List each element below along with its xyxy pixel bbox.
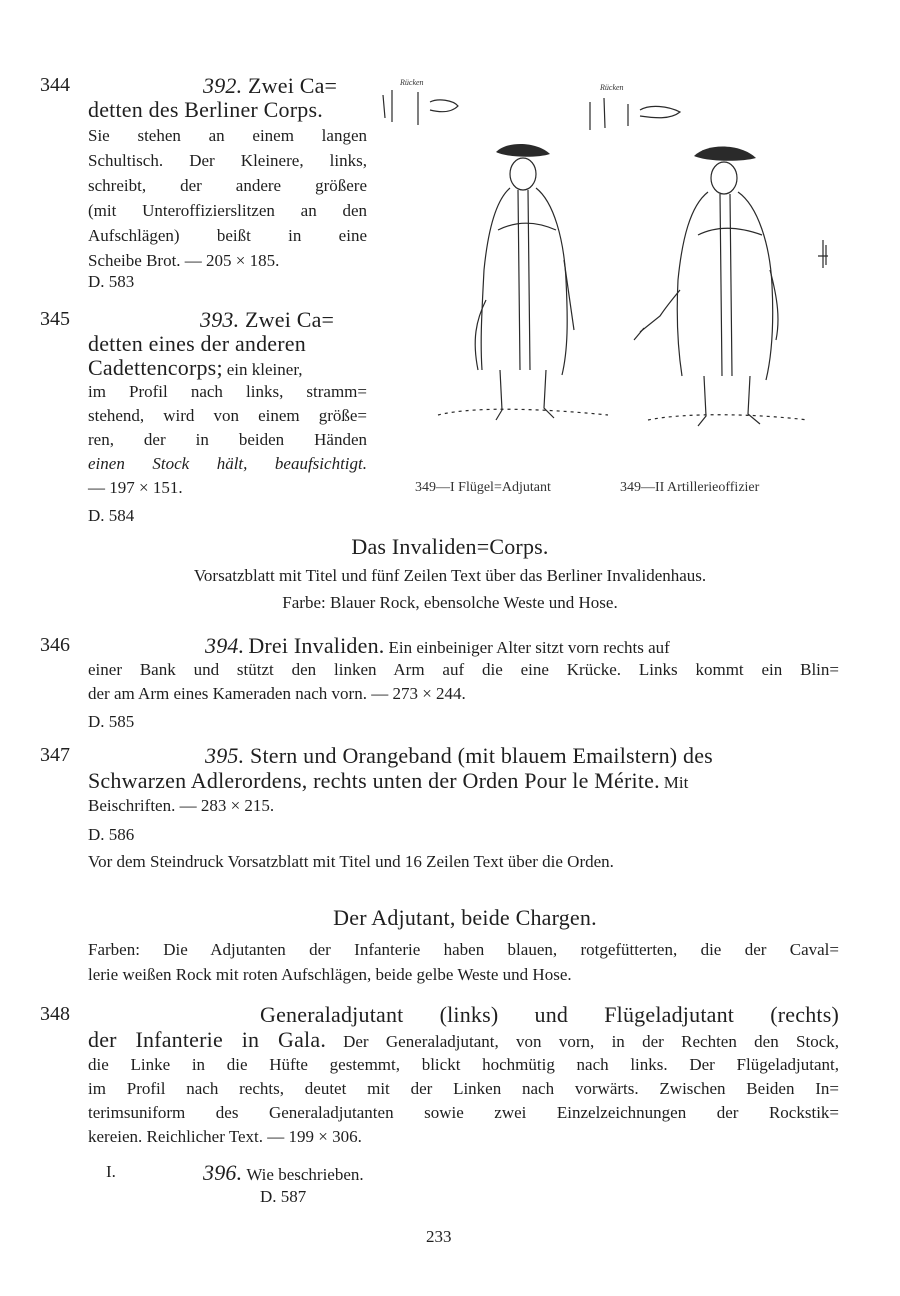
note-right: Rücken <box>600 83 624 92</box>
entry-body <box>88 123 367 273</box>
figure-left-officer <box>438 144 608 420</box>
entry-title <box>205 743 713 769</box>
body-line: im Profil nach rechts, deutet mit der Linken nach vorwärts. Zwischen Beiden In= <box>88 1079 839 1098</box>
entry-body <box>88 380 367 500</box>
entry-note: Vor dem Steindruck Vorsatzblatt mit Titel und 16 Zeilen Text über die Orden. <box>88 852 614 871</box>
body-text: Ein einbeiniger Alter sitzt vorn rechts auf <box>388 638 670 657</box>
title-text: Schwarzen Adlerordens, rechts unten der Orden Pour le Mérite. <box>88 768 660 793</box>
entry-number: 345 <box>40 308 70 330</box>
section-heading: Das Invaliden=Corps. <box>351 534 549 559</box>
title-text: der Infanterie in Gala. <box>88 1027 327 1052</box>
note-left: Rücken <box>400 78 424 87</box>
sub-entry <box>203 1160 364 1186</box>
title-text: Zwei Ca= <box>248 73 338 98</box>
entry-number: 348 <box>40 1003 70 1025</box>
section-text <box>88 937 839 987</box>
catalog-ref: D. 584 <box>88 506 135 525</box>
title-text: Zwei Ca= <box>245 307 335 332</box>
entry-title <box>205 633 839 659</box>
body-line: der am Arm eines Kameraden nach vorn. — 273 × 244. <box>88 684 466 703</box>
entry-title-line2 <box>88 768 688 794</box>
catalog-ref: D. 585 <box>88 712 135 731</box>
body-line: — 197 × 151. <box>88 478 183 497</box>
catalog-ref: D. 587 <box>260 1187 307 1206</box>
entry-title: Generaladjutant (links) und Flügeladjutant (rechts) <box>260 1002 839 1027</box>
catalog-ref: D. 583 <box>88 272 135 291</box>
figure-illustration <box>378 70 828 500</box>
officers-drawing <box>378 70 828 470</box>
section-line: Farbe: Blauer Rock, ebensolche Weste und Hose. <box>282 593 618 612</box>
body-line: schreibt, der andere größere <box>88 176 367 195</box>
section-heading: Der Adjutant, beide Chargen. <box>333 905 597 930</box>
entry-title <box>203 73 337 99</box>
body-line: Scheibe Brot. — 205 × 185. <box>88 251 280 270</box>
caption-left: 349—I Flügel=Adjutant <box>415 480 551 495</box>
body-line: Sie stehen an einem langen <box>88 126 367 145</box>
entry-number: 344 <box>40 74 70 96</box>
body-line: einer Bank und stützt den linken Arm auf die eine Krücke. Links kommt ein Blin= <box>88 660 839 679</box>
entry-title <box>200 307 334 333</box>
title-text: Stern und Orangeband (mit blauem Emailstern) des <box>250 743 713 768</box>
section-line: Vorsatzblatt mit Titel und fünf Zeilen Text über das Berliner Invalidenhaus. <box>193 566 707 585</box>
entry-title-line2: detten eines der anderen <box>88 331 306 356</box>
body-text: ein kleiner, <box>226 360 303 379</box>
figure-right-officer <box>634 146 808 426</box>
body-line: ren, der in beiden Händen <box>88 430 367 449</box>
entry-title-line2 <box>88 1027 839 1053</box>
caption-right: 349—II Artillerieoffizier <box>620 480 760 495</box>
body-line: Beischriften. — 283 × 215. <box>88 796 275 815</box>
catalog-ref: D. 586 <box>88 825 135 844</box>
entry-number: 347 <box>40 744 70 766</box>
body-line: Aufschlägen) beißt in eine <box>88 226 367 245</box>
body-line: stehend, wird von einem größe= <box>88 406 367 425</box>
plate-number: 394. <box>205 633 245 658</box>
sub-number: I. <box>106 1162 116 1181</box>
entry-body <box>88 1053 839 1149</box>
body-line: Schultisch. Der Kleinere, links, <box>88 151 367 170</box>
entry-title-line3 <box>88 355 303 381</box>
plate-number: 396. <box>203 1160 243 1185</box>
entry-title-line2: detten des Berliner Corps. <box>88 97 323 122</box>
sketch-marks-side <box>818 240 828 268</box>
sketch-marks-right <box>590 98 680 130</box>
entry-number: 346 <box>40 634 70 656</box>
section-line: lerie weißen Rock mit roten Aufschlägen, beide gelbe Weste und Hose. <box>88 965 572 984</box>
body-line: (mit Unteroffizierslitzen an den <box>88 201 367 220</box>
sub-text: Wie beschrieben. <box>246 1165 364 1184</box>
entry-body <box>88 658 839 706</box>
page-number: 233 <box>426 1227 452 1246</box>
body-line: terimsuniform des Generaladjutanten sowie zwei Einzelzeichnungen der Rockstik= <box>88 1103 839 1122</box>
body-text: Der Generaladjutant, von vorn, in der Rechten den Stock, <box>343 1032 839 1051</box>
body-line: einen Stock hält, beaufsichtigt. <box>88 454 367 473</box>
plate-number: 393. <box>200 307 240 332</box>
title-text: Drei Invaliden. <box>248 633 385 658</box>
sketch-marks-left <box>383 90 458 125</box>
body-text: Mit <box>663 773 689 792</box>
plate-number: 392. <box>203 73 243 98</box>
title-text: Cadettencorps; <box>88 355 223 380</box>
body-line: im Profil nach links, stramm= <box>88 382 367 401</box>
section-line: Farben: Die Adjutanten der Infanterie haben blauen, rotgefütterten, die der Caval= <box>88 940 839 959</box>
plate-number: 395. <box>205 743 245 768</box>
body-line: die Linke in die Hüfte gestemmt, blickt hochmütig nach links. Der Flügeladjutant, <box>88 1055 839 1074</box>
body-line: kereien. Reichlicher Text. — 199 × 306. <box>88 1127 362 1146</box>
